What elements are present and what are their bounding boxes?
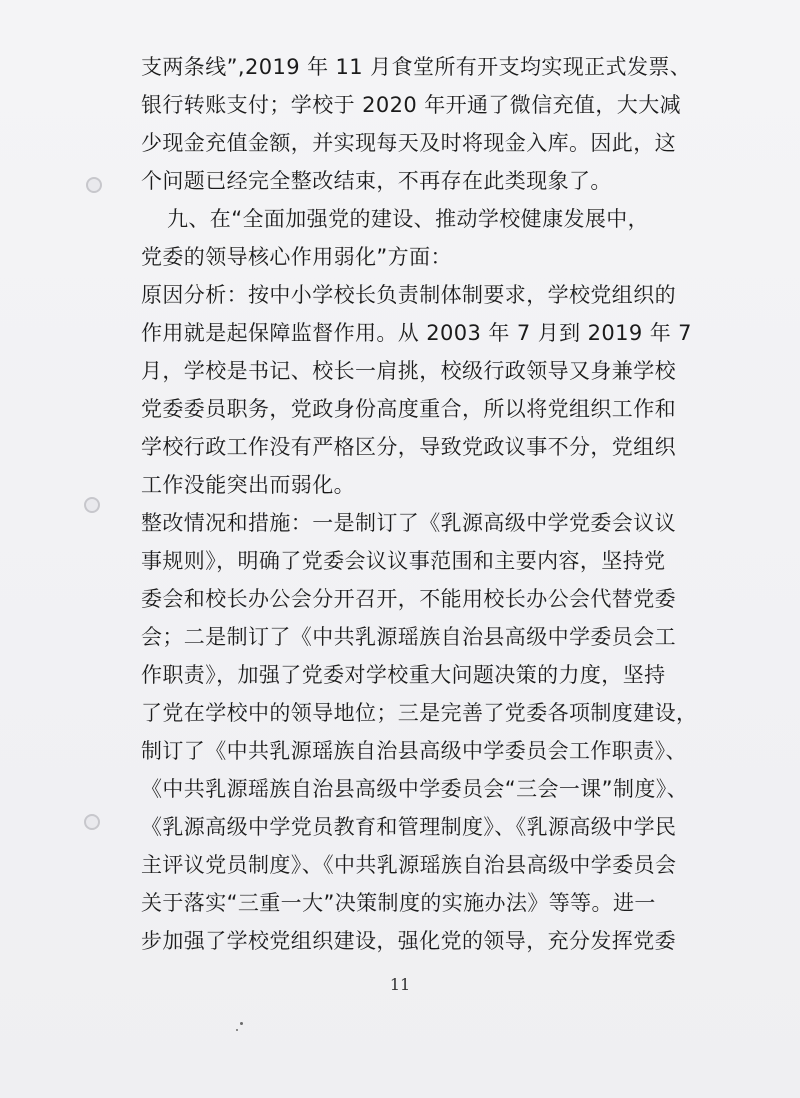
text-line: 主评议党员制度》、《中共乳源瑶族自治县高级中学委员会 bbox=[141, 853, 677, 877]
text-line: 制订了《中共乳源瑶族自治县高级中学委员会工作职责》、 bbox=[141, 739, 687, 763]
punch-hole-top bbox=[86, 177, 102, 193]
text-line: 月，学校是书记、校长一肩挑，校级行政领导又身兼学校 bbox=[141, 359, 676, 383]
text-line: 会；二是制订了《中共乳源瑶族自治县高级中学委员会工 bbox=[141, 625, 676, 649]
text-line: 支两条线”,2019 年 11 月食堂所有开支均实现正式发票、 bbox=[141, 55, 692, 79]
text-line: 作职责》，加强了党委对学校重大问题决策的力度，坚持 bbox=[141, 663, 666, 687]
section-heading-line: 九、在“全面加强党的建设、推动学校健康发展中， bbox=[167, 207, 650, 231]
text-line: 步加强了学校党组织建设，强化党的领导，充分发挥党委 bbox=[141, 929, 676, 953]
text-line: 《中共乳源瑶族自治县高级中学委员会“三会一课”制度》、 bbox=[141, 777, 689, 801]
text-line: 委会和校长办公会分开召开，不能用校长办公会代替党委 bbox=[141, 587, 676, 611]
text-line: 《乳源高级中学党员教育和管理制度》、《乳源高级中学民 bbox=[141, 815, 677, 839]
text-line: 少现金充值金额，并实现每天及时将现金入库。因此，这 bbox=[141, 131, 676, 155]
text-line: 作用就是起保障监督作用。从 2003 年 7 月到 2019 年 7 bbox=[141, 321, 692, 345]
text-line: 关于落实“三重一大”决策制度的实施办法》等等。进一 bbox=[141, 891, 656, 915]
scan-speck bbox=[236, 1029, 238, 1031]
text-line: 学校行政工作没有严格区分，导致党政议事不分，党组织 bbox=[141, 435, 676, 459]
section-heading-line: 党委的领导核心作用弱化”方面： bbox=[141, 245, 452, 269]
text-line: 整改情况和措施：一是制订了《乳源高级中学党委会议议 bbox=[141, 511, 676, 535]
page-number: 11 bbox=[389, 975, 411, 994]
text-line: 党委委员职务，党政身份高度重合，所以将党组织工作和 bbox=[141, 397, 676, 421]
text-line: 了党在学校中的领导地位；三是完善了党委各项制度建设， bbox=[141, 701, 698, 725]
text-line: 个问题已经完全整改结束，不再存在此类现象了。 bbox=[141, 169, 612, 193]
punch-hole-bottom bbox=[84, 814, 100, 830]
text-line: 事规则》，明确了党委会议议事范围和主要内容，坚持党 bbox=[141, 549, 666, 573]
text-line: 原因分析：按中小学校长负责制体制要求，学校党组织的 bbox=[141, 283, 676, 307]
text-line: 工作没能突出而弱化。 bbox=[141, 473, 355, 497]
punch-hole-middle bbox=[84, 497, 100, 513]
scan-speck bbox=[240, 1022, 243, 1025]
text-line: 银行转账支付；学校于 2020 年开通了微信充值，大大减 bbox=[141, 93, 681, 117]
